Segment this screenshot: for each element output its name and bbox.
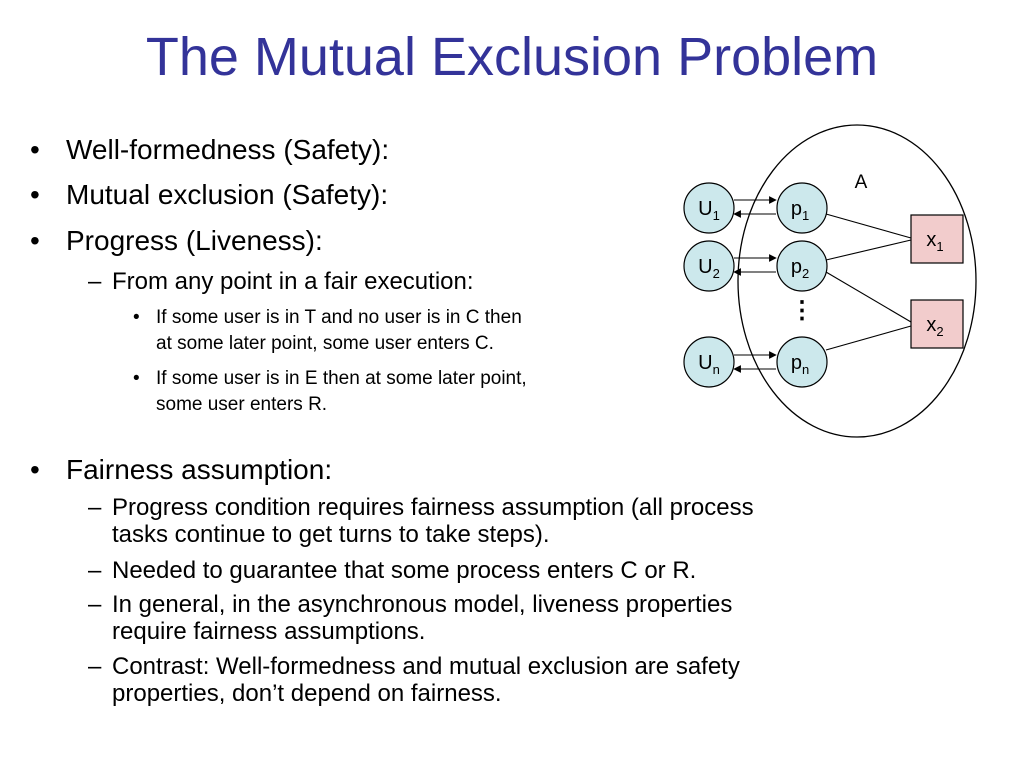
bullet-marker: •: [30, 225, 40, 256]
svg-text:Un: $U_n$: [698, 352, 720, 377]
bullet-marker: •: [30, 134, 40, 165]
algorithm-label: A: [854, 172, 868, 193]
sub-bullet-marker: –: [88, 591, 102, 618]
bullet-marker: •: [30, 454, 40, 485]
line-p2-x2: [826, 272, 911, 322]
sub-sub-bullet-1-line-2: at some later point, some user enters C.: [156, 333, 494, 354]
sub-bullet-marker: –: [88, 653, 102, 680]
sub-bullet-marker: –: [88, 557, 102, 584]
svg-text:pn: $p_n$: [790, 352, 810, 377]
shared-variable-1: [911, 215, 963, 263]
line-p2-x1: [826, 240, 911, 260]
fairness-sub-1-line-1: Progress condition requires fairness assumption (all process: [112, 494, 754, 521]
bullet-fairness: Fairness assumption:: [66, 454, 333, 485]
bullet-progress: Progress (Liveness):: [66, 225, 323, 256]
fairness-sub-3-line-1: In general, in the asynchronous model, liveness properties: [112, 591, 733, 618]
bullet-marker: •: [30, 179, 40, 210]
fairness-sub-1-line-2: tasks continue to get turns to take steps).: [112, 521, 550, 548]
fairness-sub-4-line-2: properties, don’t depend on fairness.: [112, 680, 502, 707]
bullet-well-formedness: Well-formedness (Safety):: [66, 134, 390, 165]
svg-text:p1: $p_1$: [790, 198, 810, 223]
fairness-sub-4-line-1: Contrast: Well-formedness and mutual exclusion are safety: [112, 653, 740, 680]
sub-sub-bullet-1-line-1: If some user is in T and no user is in C then: [156, 307, 522, 328]
fairness-sub-2: Needed to guarantee that some process enters C or R.: [112, 557, 697, 584]
process-node-2: [777, 241, 827, 291]
svg-text:x2: $x_2$: [926, 314, 944, 339]
user-node-2: [684, 241, 734, 291]
sub-sub-bullet-marker: •: [133, 307, 140, 328]
sub-bullet-marker: –: [88, 268, 102, 295]
process-variable-lines: [826, 214, 911, 350]
user-process-arrows: [734, 200, 776, 369]
bullet-mutual-exclusion: Mutual exclusion (Safety):: [66, 179, 389, 210]
sub-sub-bullet-2-line-1: If some user is in E then at some later point,: [156, 368, 527, 389]
svg-text:U2: $U_2$: [698, 256, 720, 281]
process-node-1: [777, 183, 827, 233]
shared-variable-2: [911, 300, 963, 348]
sub-sub-bullet-2-line-2: some user enters R.: [156, 394, 328, 415]
svg-text:p2: $p_2$: [790, 256, 810, 281]
sub-sub-bullet-marker: •: [133, 368, 140, 389]
svg-text:x1: $x_1$: [926, 229, 944, 254]
line-pn-x2: [826, 326, 911, 350]
fairness-sub-3-line-2: require fairness assumptions.: [112, 618, 426, 645]
sub-bullet-progress-fair: From any point in a fair execution:: [112, 268, 474, 295]
line-p1-x1: [826, 214, 911, 238]
user-node-1: [684, 183, 734, 233]
svg-text:U1: $U_1$: [698, 198, 720, 223]
process-node-n: [777, 337, 827, 387]
user-node-n: [684, 337, 734, 387]
process-ellipsis: ⋮: [790, 297, 814, 324]
sub-bullet-marker: –: [88, 494, 102, 521]
slide-title: The Mutual Exclusion Problem: [145, 27, 879, 87]
